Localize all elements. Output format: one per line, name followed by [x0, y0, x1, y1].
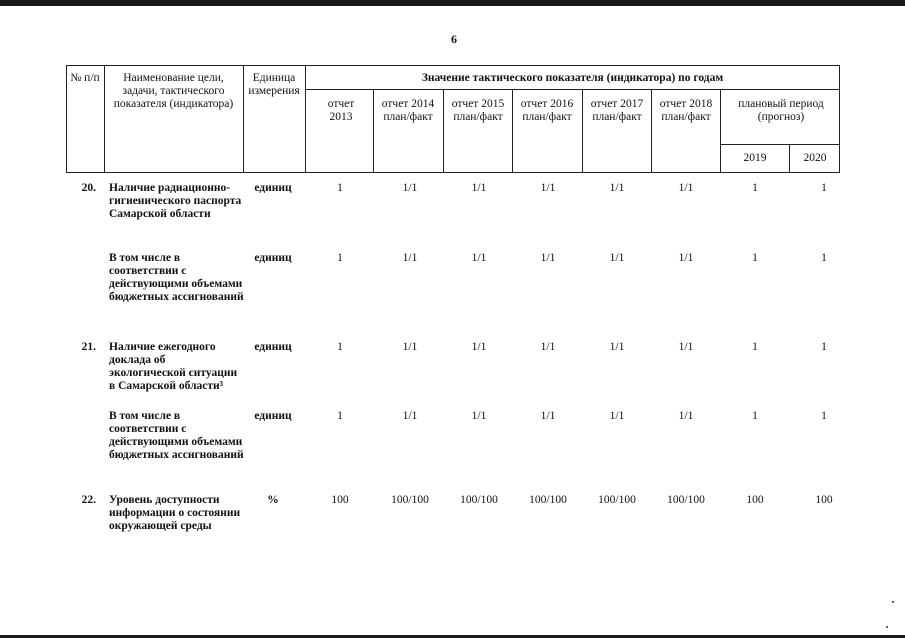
indicator-name: В том числе в соответствии с действующими объемами бюджетных ассигнований: [109, 410, 244, 461]
value-cell: 100/100: [667, 494, 705, 506]
value-cell: 1: [752, 410, 758, 422]
value-cell: 1/1: [609, 252, 625, 264]
scan-speck: [892, 601, 894, 603]
value-cell: 1: [821, 182, 827, 194]
row-number: 20.: [81, 182, 96, 194]
value-cell: 1/1: [678, 252, 694, 264]
year-col-divider-2016: [512, 89, 513, 173]
value-cell: 1/1: [540, 182, 556, 194]
header-year-2018: отчет 2018 план/факт: [659, 98, 713, 123]
row-number: 21.: [81, 341, 96, 353]
value-cell: 1: [752, 341, 758, 353]
table-right-border: [839, 65, 840, 173]
header-unit: Единица измерения: [248, 72, 300, 97]
value-cell: 1/1: [540, 410, 556, 422]
plan-years-divider: [720, 144, 840, 145]
bottom-border-rule: [0, 635, 905, 638]
header-year-2015: отчет 2015 план/факт: [451, 98, 505, 123]
value-cell: 1/1: [402, 341, 418, 353]
table-left-border: [66, 65, 67, 173]
value-cell: 1: [752, 182, 758, 194]
indicator-name: В том числе в соответствии с действующими объемами бюджетных ассигнований: [109, 252, 244, 303]
value-cell: 1/1: [678, 182, 694, 194]
value-cell: 1/1: [609, 182, 625, 194]
value-cell: 1: [337, 182, 343, 194]
value-cell: 100/100: [529, 494, 567, 506]
value-cell: 1/1: [471, 410, 487, 422]
indicator-name: Наличие ежегодного доклада об экологической ситуации в Самарской области³: [109, 341, 238, 392]
header-year-2014: отчет 2014 план/факт: [381, 98, 435, 123]
plan-year-divider: [789, 144, 790, 173]
header-year-2017: отчет 2017 план/факт: [590, 98, 644, 123]
value-cell: 100: [815, 494, 833, 506]
value-cell: 1: [752, 252, 758, 264]
value-cell: 1/1: [402, 252, 418, 264]
year-col-divider-2018: [651, 89, 652, 173]
header-year-2013: отчет 2013: [327, 98, 355, 123]
value-cell: 1/1: [540, 252, 556, 264]
unit-of-measure: единиц: [254, 252, 292, 264]
value-cell: 100: [746, 494, 764, 506]
num-col-divider: [104, 65, 105, 173]
value-cell: 1/1: [402, 410, 418, 422]
value-cell: 1: [337, 410, 343, 422]
header-plan-year-2020: 2020: [803, 152, 827, 164]
value-cell: 1/1: [609, 410, 625, 422]
unit-of-measure: единиц: [254, 410, 292, 422]
value-cell: 100/100: [460, 494, 498, 506]
table-top-border: [66, 65, 840, 66]
value-cell: 1/1: [471, 341, 487, 353]
header-plan-year-2019: 2019: [743, 152, 767, 164]
indicator-name: Наличие радиационно-гигиенического паспорта Самарской области: [109, 182, 242, 220]
group-title-underline: [305, 89, 840, 90]
value-cell: 1: [821, 410, 827, 422]
value-cell: 1: [337, 252, 343, 264]
value-cell: 1: [821, 341, 827, 353]
year-col-divider-2015: [443, 89, 444, 173]
value-cell: 100/100: [598, 494, 636, 506]
top-border-rule: [0, 0, 905, 6]
header-planned-period: плановый период (прогноз): [738, 98, 824, 123]
header-year-2016: отчет 2016 план/факт: [520, 98, 574, 123]
value-cell: 1/1: [678, 341, 694, 353]
value-cell: 1/1: [609, 341, 625, 353]
page-number: 6: [451, 32, 457, 46]
value-cell: 100: [331, 494, 349, 506]
row-number: 22.: [81, 494, 96, 506]
plan-col-divider: [720, 89, 721, 173]
year-col-divider-2014: [373, 89, 374, 173]
scan-speck: [886, 626, 888, 628]
header-bottom-border: [66, 172, 840, 173]
value-cell: 1/1: [540, 341, 556, 353]
value-cell: 1/1: [471, 182, 487, 194]
value-cell: 1: [821, 252, 827, 264]
header-name: Наименование цели, задачи, тактического показателя (индикатора): [113, 72, 234, 110]
unit-of-measure: %: [267, 494, 279, 506]
year-col-divider-2017: [582, 89, 583, 173]
value-cell: 1/1: [402, 182, 418, 194]
unit-of-measure: единиц: [254, 182, 292, 194]
indicator-name: Уровень доступности информации о состоянии окружающей среды: [109, 494, 241, 532]
value-cell: 1/1: [678, 410, 694, 422]
header-group-title: Значение тактического показателя (индикатора) по годам: [421, 72, 724, 84]
header-num: № п/п: [70, 72, 100, 84]
value-cell: 1: [337, 341, 343, 353]
value-cell: 100/100: [391, 494, 429, 506]
unit-of-measure: единиц: [254, 341, 292, 353]
value-cell: 1/1: [471, 252, 487, 264]
